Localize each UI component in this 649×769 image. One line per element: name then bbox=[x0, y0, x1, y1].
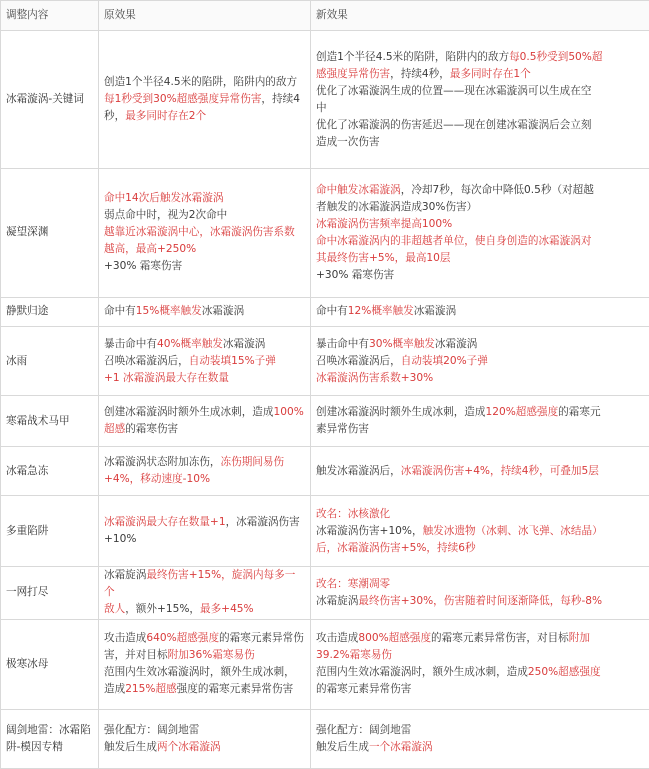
header-cell: 新效果 bbox=[311, 1, 649, 31]
new-effect bbox=[311, 396, 649, 446]
header-cell: 调整内容 bbox=[1, 1, 99, 31]
plain-text: 害，并对目标 bbox=[104, 649, 168, 662]
effect-line bbox=[316, 134, 644, 151]
effect-line bbox=[316, 303, 644, 320]
effect-line bbox=[104, 91, 305, 108]
new-effect bbox=[311, 710, 649, 769]
highlighted-text: 后，冰霜漩涡伤害+5%，持续6秒 bbox=[316, 541, 476, 554]
highlighted-text: 越靠近冰霜漩涡中心，冰霜漩涡伤害系数 bbox=[104, 226, 295, 239]
effect-line bbox=[104, 207, 305, 224]
highlighted-text: 敌人 bbox=[104, 603, 126, 616]
effect-line bbox=[316, 182, 644, 199]
adjustment-name: 凝望深渊 bbox=[1, 169, 99, 297]
effect-line bbox=[316, 540, 644, 557]
plain-text: +30% 霜寒伤害 bbox=[316, 268, 395, 281]
original-effect bbox=[99, 496, 311, 567]
highlighted-text: 每0.5秒受到50%超 bbox=[509, 50, 603, 63]
effect-line bbox=[104, 241, 305, 258]
effect-line bbox=[104, 190, 305, 207]
adjustment-name: 一网打尽 bbox=[1, 567, 99, 619]
highlighted-text: 640%超感强度 bbox=[146, 632, 220, 645]
effect-line bbox=[104, 224, 305, 241]
effect-line bbox=[104, 664, 305, 681]
table-row bbox=[1, 297, 649, 326]
adjustment-name: 静默归途 bbox=[1, 297, 99, 326]
effect-line bbox=[316, 593, 644, 610]
original-effect bbox=[99, 567, 311, 619]
effect-line bbox=[104, 514, 305, 531]
plain-text: 者触发的冰霜漩涡造成30%伤害） bbox=[316, 200, 478, 213]
plain-text: 强化配方：阔剑地雷 bbox=[316, 724, 412, 737]
original-effect bbox=[99, 396, 311, 446]
original-effect bbox=[99, 710, 311, 769]
highlighted-text: 感强度异常伤害 bbox=[316, 67, 391, 80]
header-row bbox=[1, 1, 649, 31]
plain-text: 冰霜漩涡状态附加冻伤， bbox=[104, 456, 221, 469]
highlighted-text: 两个冰霜漩涡 bbox=[156, 741, 221, 754]
plain-text: 触发后生成 bbox=[316, 741, 369, 754]
effect-line bbox=[316, 681, 644, 698]
highlighted-text: 越高，最高+250% bbox=[104, 243, 197, 256]
plain-text: +10% bbox=[104, 533, 137, 546]
plain-text: 的霜寒元素异常伤害，对目标 bbox=[431, 632, 569, 645]
plain-text: 中 bbox=[316, 101, 327, 114]
new-effect bbox=[311, 496, 649, 567]
plain-text: ，额外+15%， bbox=[125, 603, 200, 616]
plain-text: 素异常伤害 bbox=[316, 423, 369, 436]
plain-text: 的霜寒元素异常伤害 bbox=[316, 683, 412, 696]
plain-text: +30% 霜寒伤害 bbox=[104, 260, 183, 273]
effect-line bbox=[316, 647, 644, 664]
effect-line bbox=[104, 258, 305, 275]
effect-line bbox=[316, 49, 644, 66]
table-row bbox=[1, 496, 649, 567]
plain-text: 范围内生效冰霜漩涡时，额外生成冰刺，造成 bbox=[316, 666, 528, 679]
adjustment-name: 冰霜漩涡-关键词 bbox=[1, 31, 99, 169]
table-row bbox=[1, 169, 649, 297]
original-effect bbox=[99, 169, 311, 297]
highlighted-text: 附加 bbox=[568, 632, 590, 645]
plain-text: 造成 bbox=[104, 683, 126, 696]
effect-line bbox=[104, 601, 305, 618]
effect-line bbox=[104, 404, 305, 421]
effect-line bbox=[316, 250, 644, 267]
effect-line bbox=[104, 108, 305, 125]
adjustment-name: 极寒冰母 bbox=[1, 619, 99, 710]
table-row bbox=[1, 446, 649, 495]
highlighted-text: 215%超感 bbox=[125, 683, 177, 696]
highlighted-text: 最多同时存在2个 bbox=[125, 110, 207, 123]
highlighted-text: 改名：寒潮凋零 bbox=[316, 577, 391, 590]
effect-line bbox=[104, 74, 305, 91]
plain-text: 创造1个半径4.5米的陷阱，陷阱内的敌方 bbox=[104, 76, 298, 89]
highlighted-text: 30%概率触发 bbox=[368, 337, 435, 350]
effect-line bbox=[104, 630, 305, 647]
highlighted-text: 最多+45% bbox=[200, 603, 254, 616]
plain-text: 命中有 bbox=[104, 305, 136, 318]
table-row bbox=[1, 31, 649, 169]
adjustment-name: 多重陷阱 bbox=[1, 496, 99, 567]
new-effect bbox=[311, 567, 649, 619]
plain-text: 攻击造成 bbox=[316, 632, 359, 645]
highlighted-text: 15%概率触发 bbox=[135, 305, 202, 318]
highlighted-text: 附加36%霜寒易伤 bbox=[167, 649, 255, 662]
effect-line bbox=[316, 199, 644, 216]
new-effect bbox=[311, 326, 649, 396]
effect-line bbox=[104, 370, 305, 387]
effect-line bbox=[316, 216, 644, 233]
table-row bbox=[1, 619, 649, 710]
effect-line bbox=[104, 336, 305, 353]
header-cell: 原效果 bbox=[99, 1, 311, 31]
plain-text: 召唤冰霜漩涡后， bbox=[316, 354, 401, 367]
effect-line bbox=[316, 506, 644, 523]
adjustment-name: 阔剑地雷：冰霜陷阱-模因专精 bbox=[1, 710, 99, 769]
highlighted-text: 其最终伤害+5%，最高10层 bbox=[316, 251, 451, 264]
effect-line bbox=[104, 739, 305, 756]
highlighted-text: 冰霜漩涡伤害+4%，持续4秒，可叠加5层 bbox=[400, 464, 599, 477]
highlighted-text: 自动装填15%子弹 bbox=[188, 354, 276, 367]
plain-text: 弱点命中时，视为2次命中 bbox=[104, 209, 228, 222]
effect-line bbox=[104, 353, 305, 370]
highlighted-text: 250%超感强度 bbox=[527, 666, 601, 679]
highlighted-text: 39.2%霜寒易伤 bbox=[316, 649, 393, 662]
highlighted-text: 40%概率触发 bbox=[156, 337, 223, 350]
original-effect bbox=[99, 446, 311, 495]
highlighted-text: 12%概率触发 bbox=[347, 305, 414, 318]
plain-text: 冰霜漩涡 bbox=[222, 337, 266, 350]
table-row bbox=[1, 710, 649, 769]
effect-line bbox=[104, 647, 305, 664]
plain-text: 冰霜漩涡伤害+10%， bbox=[316, 524, 423, 537]
new-effect bbox=[311, 31, 649, 169]
plain-text: 的霜寒元 bbox=[558, 406, 601, 419]
plain-text: 冰霜旋涡 bbox=[316, 594, 359, 607]
highlighted-text: 最多同时存在1个 bbox=[449, 67, 531, 80]
highlighted-text: 改名：冰核激化 bbox=[316, 507, 391, 520]
original-effect bbox=[99, 619, 311, 710]
plain-text: 创建冰霜漩涡时额外生成冰刺，造成 bbox=[104, 406, 274, 419]
new-effect bbox=[311, 169, 649, 297]
plain-text: 创造1个半径4.5米的陷阱，陷阱内的敌方 bbox=[316, 50, 510, 63]
plain-text: 冰霜漩涡 bbox=[434, 337, 478, 350]
plain-text: 秒， bbox=[104, 110, 126, 123]
new-effect bbox=[311, 446, 649, 495]
effect-line bbox=[104, 531, 305, 548]
plain-text: 召唤冰霜漩涡后， bbox=[104, 354, 189, 367]
highlighted-text: 触发冰遗物（冰刺、冰飞弹、冰结晶） bbox=[422, 524, 603, 537]
plain-text: 命中有 bbox=[316, 305, 348, 318]
effect-line bbox=[104, 567, 305, 601]
plain-text: 冰霜旋涡 bbox=[104, 569, 147, 582]
highlighted-text: 超感 bbox=[104, 423, 126, 436]
effect-line bbox=[316, 421, 644, 438]
table-row bbox=[1, 567, 649, 619]
adjustment-name: 寒霜战术马甲 bbox=[1, 396, 99, 446]
effect-line bbox=[104, 454, 305, 471]
effect-line bbox=[316, 664, 644, 681]
original-effect bbox=[99, 326, 311, 396]
new-effect bbox=[311, 619, 649, 710]
plain-text: 优化了冰霜漩涡的伤害延迟——现在创建冰霜漩涡后会立刻 bbox=[316, 118, 592, 131]
effect-line bbox=[316, 83, 644, 100]
plain-text: 暴击命中有 bbox=[104, 337, 157, 350]
highlighted-text: 最终伤害+15%，旋涡内每多一个 bbox=[104, 569, 296, 599]
highlighted-text: 命中触发冰霜漩涡 bbox=[316, 183, 401, 196]
plain-text: 暴击命中有 bbox=[316, 337, 369, 350]
adjustment-name: 冰霜急冻 bbox=[1, 446, 99, 495]
plain-text: ，冷却7秒，每次命中降低0.5秒（对超越 bbox=[400, 183, 594, 196]
highlighted-text: 冰霜漩涡最大存在数量+1 bbox=[104, 516, 226, 529]
effect-line bbox=[316, 353, 644, 370]
plain-text: ，持续4 bbox=[261, 93, 300, 106]
effect-line bbox=[316, 370, 644, 387]
highlighted-text: 冻伤期间易伤 bbox=[220, 456, 285, 469]
plain-text: ，冰霜漩涡伤害 bbox=[225, 516, 300, 529]
highlighted-text: 每1秒受到30%超感强度异常伤害 bbox=[104, 93, 262, 106]
effect-line bbox=[316, 267, 644, 284]
highlighted-text: 100% bbox=[273, 406, 304, 419]
highlighted-text: +4%，移动速度-10% bbox=[104, 473, 211, 486]
plain-text: 的霜寒元素异常伤 bbox=[219, 632, 304, 645]
original-effect bbox=[99, 31, 311, 169]
plain-text: 创建冰霜漩涡时额外生成冰刺，造成 bbox=[316, 406, 486, 419]
plain-text: 冰霜漩涡 bbox=[413, 305, 457, 318]
effect-line bbox=[316, 523, 644, 540]
effect-line bbox=[316, 576, 644, 593]
plain-text: 强度的霜寒元素异常伤害 bbox=[176, 683, 294, 696]
plain-text: 攻击造成 bbox=[104, 632, 147, 645]
plain-text: 造成一次伤害 bbox=[316, 135, 380, 148]
effect-line bbox=[316, 630, 644, 647]
effect-line bbox=[104, 303, 305, 320]
effect-line bbox=[104, 421, 305, 438]
highlighted-text: 自动装填20%子弹 bbox=[400, 354, 488, 367]
new-effect bbox=[311, 297, 649, 326]
plain-text: 触发冰霜漩涡后， bbox=[316, 464, 401, 477]
plain-text: 的霜寒伤害 bbox=[125, 423, 179, 436]
plain-text: 优化了冰霜漩涡生成的位置——现在冰霜漩涡可以生成在空 bbox=[316, 84, 592, 97]
table-row bbox=[1, 396, 649, 446]
plain-text: 范围内生效冰霜漩涡时，额外生成冰刺， bbox=[104, 666, 295, 679]
plain-text: ，持续4秒， bbox=[390, 67, 450, 80]
effect-line bbox=[316, 463, 644, 480]
effect-line bbox=[316, 100, 644, 117]
highlighted-text: 冰霜漩涡伤害系数+30% bbox=[316, 371, 434, 384]
effect-line bbox=[316, 722, 644, 739]
highlighted-text: 冰霜漩涡伤害频率提高100% bbox=[316, 217, 453, 230]
highlighted-text: 命中冰霜漩涡内的非超越者单位，使自身创造的冰霜漩涡对 bbox=[316, 234, 592, 247]
highlighted-text: +1 冰霜漩涡最大存在数量 bbox=[104, 371, 229, 384]
effect-line bbox=[316, 336, 644, 353]
effect-line bbox=[104, 681, 305, 698]
adjustment-name: 冰雨 bbox=[1, 326, 99, 396]
plain-text: 强化配方：阔剑地雷 bbox=[104, 724, 200, 737]
highlighted-text: 一个冰霜漩涡 bbox=[368, 741, 433, 754]
plain-text: 冰霜漩涡 bbox=[201, 305, 245, 318]
plain-text: 触发后生成 bbox=[104, 741, 157, 754]
highlighted-text: 120%超感强度 bbox=[485, 406, 559, 419]
effect-line bbox=[316, 404, 644, 421]
original-effect bbox=[99, 297, 311, 326]
highlighted-text: 800%超感强度 bbox=[358, 632, 432, 645]
effect-line bbox=[316, 739, 644, 756]
effect-line bbox=[104, 722, 305, 739]
highlighted-text: 最终伤害+30%，伤害随着时间逐渐降低，每秒-8% bbox=[358, 594, 603, 607]
effect-line bbox=[316, 117, 644, 134]
effect-line bbox=[316, 66, 644, 83]
effect-line bbox=[104, 471, 305, 488]
effect-line bbox=[316, 233, 644, 250]
highlighted-text: 命中14次后触发冰霜漩涡 bbox=[104, 192, 224, 205]
table-row bbox=[1, 326, 649, 396]
